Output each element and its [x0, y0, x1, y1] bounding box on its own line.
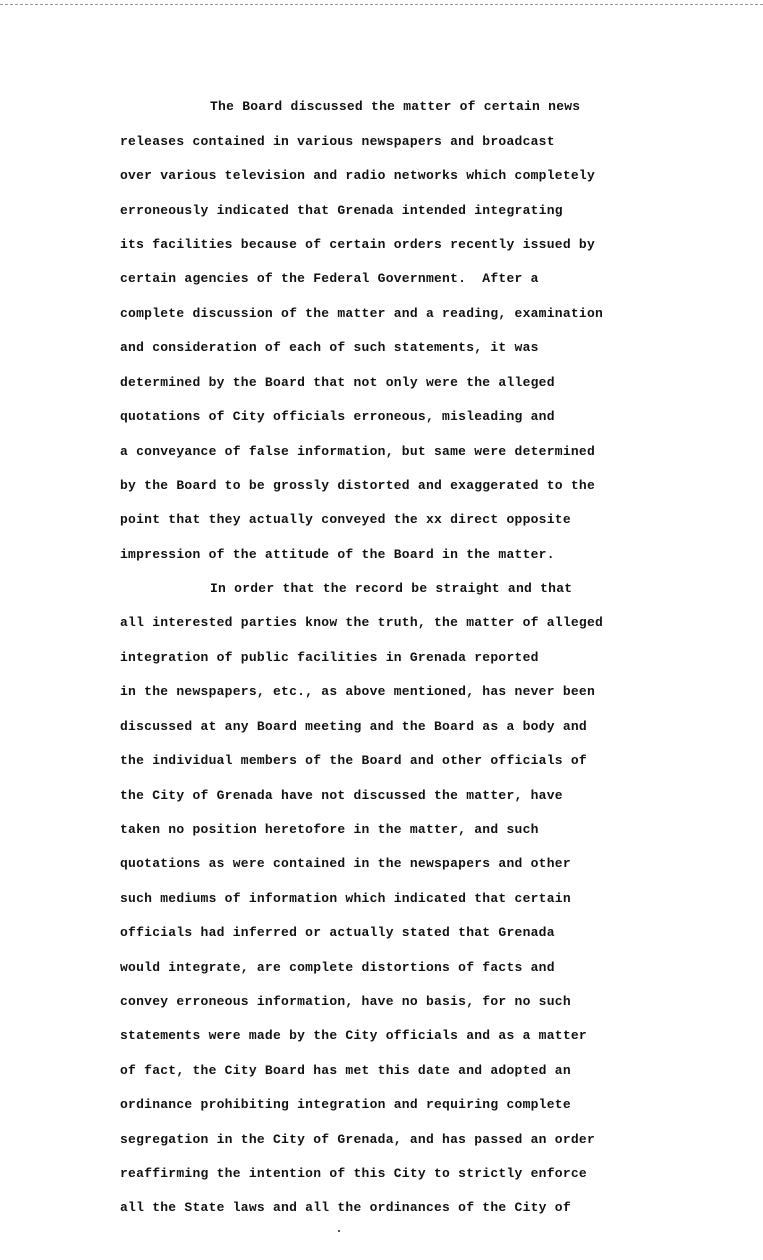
text-line: discussed at any Board meeting and the Board as a body and [120, 719, 587, 734]
text-line: certain agencies of the Federal Government. After a [120, 271, 539, 286]
text-line: ordinance prohibiting integration and requiring complete [120, 1097, 571, 1112]
text-line: quotations of City officials erroneous, misleading and [120, 409, 555, 424]
text-line: reaffirming the intention of this City to strictly enforce [120, 1166, 587, 1181]
text-line: quotations as were contained in the newspapers and other [120, 856, 571, 871]
text-line: convey erroneous information, have no basis, for no such [120, 994, 571, 1009]
text-line: all interested parties know the truth, the matter of alleged [120, 615, 604, 630]
text-line: such mediums of information which indicated that certain [120, 891, 571, 906]
text-line: statements were made by the City officials and as a matter [120, 1028, 587, 1043]
text-line: a conveyance of false information, but same were determined [120, 444, 596, 459]
scan-speck [338, 1230, 340, 1232]
text-line: and consideration of each of such statements, it was [120, 340, 539, 355]
text-line: the City of Grenada have not discussed the matter, have [120, 788, 563, 803]
text-line: the individual members of the Board and other officials of [120, 753, 587, 768]
text-line: of fact, the City Board has met this date and adopted an [120, 1063, 571, 1078]
text-line: The Board discussed the matter of certain news [210, 99, 581, 114]
text-line: in the newspapers, etc., as above mentioned, has never been [120, 684, 596, 699]
text-line: over various television and radio networks which completely [120, 168, 596, 183]
text-line: segregation in the City of Grenada, and has passed an order [120, 1132, 596, 1147]
text-line: would integrate, are complete distortions of facts and [120, 960, 555, 975]
text-line: all the State laws and all the ordinances of the City of [120, 1200, 571, 1215]
text-line: releases contained in various newspapers and broadcast [120, 134, 555, 149]
text-line: by the Board to be grossly distorted and exaggerated to the [120, 478, 596, 493]
text-line: erroneously indicated that Grenada intended integrating [120, 203, 563, 218]
text-line: taken no position heretofore in the matter, and such [120, 822, 539, 837]
text-line: officials had inferred or actually stated that Grenada [120, 925, 555, 940]
text-line: complete discussion of the matter and a reading, examination [120, 306, 604, 321]
text-line: determined by the Board that not only were the alleged [120, 375, 555, 390]
text-line: integration of public facilities in Grenada reported [120, 650, 539, 665]
text-line: its facilities because of certain orders recently issued by [120, 237, 596, 252]
text-line: In order that the record be straight and that [210, 581, 573, 596]
text-line: impression of the attitude of the Board in the matter. [120, 547, 555, 562]
text-line: point that they actually conveyed the xx direct opposite [120, 512, 571, 527]
